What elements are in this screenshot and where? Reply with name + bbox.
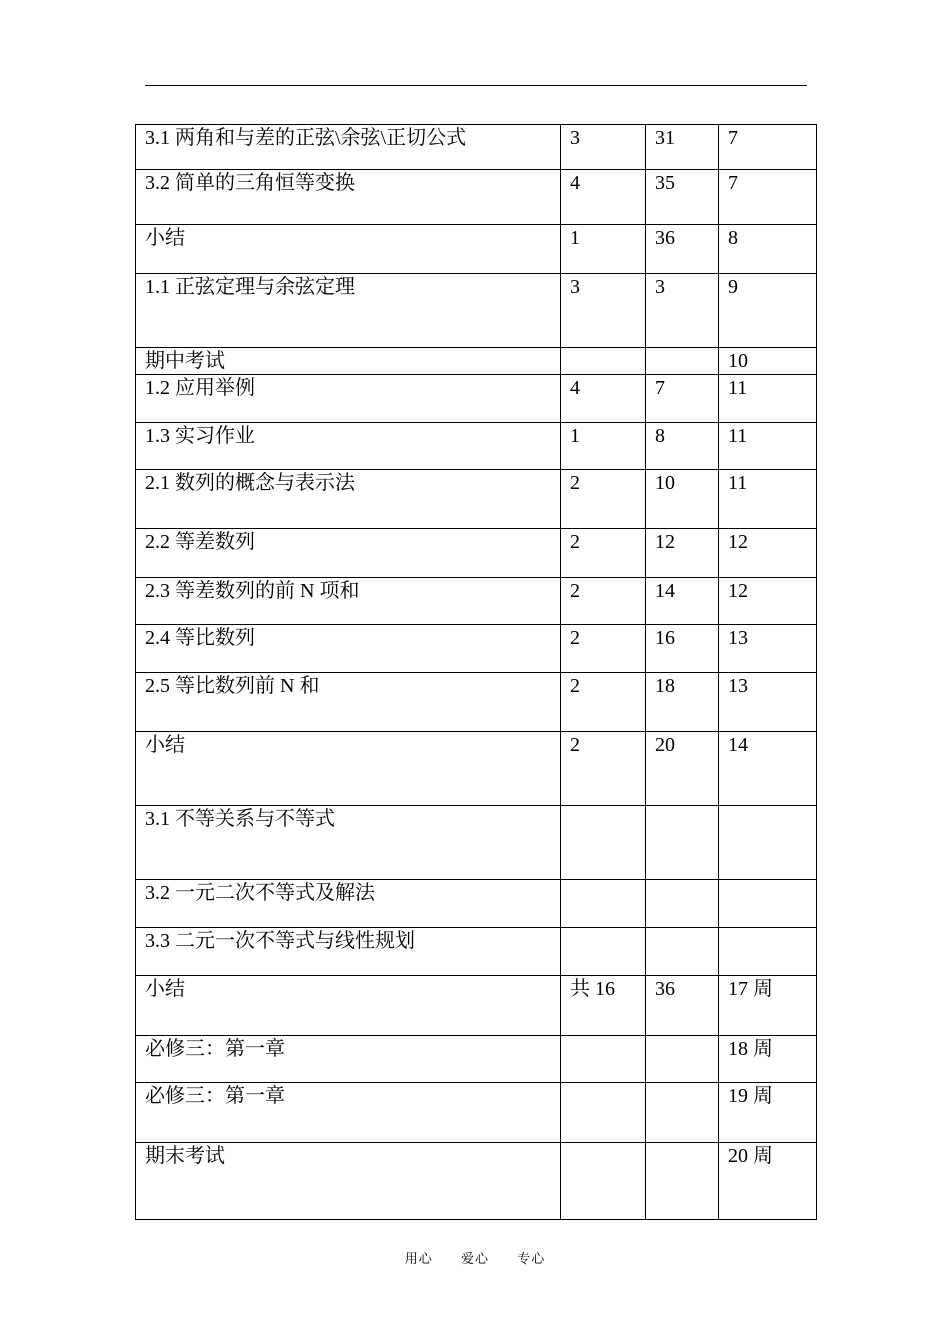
topic-cell: 必修三：第一章 — [136, 1083, 561, 1143]
topic-cell: 期中考试 — [136, 348, 561, 375]
week-cell: 10 — [719, 348, 817, 375]
cumulative-cell: 36 — [646, 225, 719, 274]
topic-cell: 3.3 二元一次不等式与线性规划 — [136, 928, 561, 976]
table-row — [136, 673, 817, 732]
topic-cell: 3.2 一元二次不等式及解法 — [136, 880, 561, 928]
cumulative-cell: 8 — [646, 423, 719, 470]
table-row — [136, 976, 817, 1036]
week-cell: 19 周 — [719, 1083, 817, 1143]
header-rule — [145, 85, 807, 86]
hours-cell: 2 — [561, 673, 646, 732]
week-cell — [719, 928, 817, 976]
topic-cell: 3.1 不等关系与不等式 — [136, 806, 561, 880]
week-cell: 18 周 — [719, 1036, 817, 1083]
cumulative-cell — [646, 1143, 719, 1220]
page-footer — [0, 1248, 950, 1267]
cumulative-cell: 20 — [646, 732, 719, 806]
week-cell: 20 周 — [719, 1143, 817, 1220]
topic-cell: 2.3 等差数列的前 N 项和 — [136, 578, 561, 625]
hours-cell — [561, 1083, 646, 1143]
hours-cell: 2 — [561, 625, 646, 673]
topic-cell: 3.2 简单的三角恒等变换 — [136, 170, 561, 225]
cumulative-cell — [646, 880, 719, 928]
hours-cell — [561, 880, 646, 928]
topic-cell: 小结 — [136, 732, 561, 806]
hours-cell — [561, 1143, 646, 1220]
cumulative-cell: 12 — [646, 529, 719, 578]
week-cell: 17 周 — [719, 976, 817, 1036]
footer-text: 用心 — [404, 1251, 433, 1266]
week-cell: 7 — [719, 125, 817, 170]
table-row — [136, 470, 817, 529]
week-cell — [719, 880, 817, 928]
table-row — [136, 928, 817, 976]
table-row — [136, 529, 817, 578]
topic-cell: 期末考试 — [136, 1143, 561, 1220]
table-row — [136, 1143, 817, 1220]
hours-cell: 2 — [561, 529, 646, 578]
week-cell: 11 — [719, 470, 817, 529]
table-row — [136, 125, 817, 170]
cumulative-cell — [646, 1036, 719, 1083]
week-cell: 13 — [719, 625, 817, 673]
hours-cell: 2 — [561, 578, 646, 625]
cumulative-cell: 36 — [646, 976, 719, 1036]
topic-cell: 小结 — [136, 976, 561, 1036]
schedule-table — [135, 124, 817, 1220]
week-cell: 13 — [719, 673, 817, 732]
cumulative-cell: 31 — [646, 125, 719, 170]
hours-cell: 3 — [561, 125, 646, 170]
table-row — [136, 1036, 817, 1083]
week-cell: 9 — [719, 274, 817, 348]
week-cell — [719, 806, 817, 880]
table-row — [136, 578, 817, 625]
cumulative-cell: 14 — [646, 578, 719, 625]
cumulative-cell: 16 — [646, 625, 719, 673]
hours-cell: 共 16 — [561, 976, 646, 1036]
hours-cell — [561, 1036, 646, 1083]
cumulative-cell: 7 — [646, 375, 719, 423]
table-row — [136, 880, 817, 928]
table-row — [136, 423, 817, 470]
topic-cell: 2.2 等差数列 — [136, 529, 561, 578]
table-row — [136, 806, 817, 880]
week-cell: 12 — [719, 578, 817, 625]
cumulative-cell: 3 — [646, 274, 719, 348]
hours-cell — [561, 348, 646, 375]
hours-cell: 2 — [561, 470, 646, 529]
week-cell: 8 — [719, 225, 817, 274]
week-cell: 14 — [719, 732, 817, 806]
table-row — [136, 625, 817, 673]
cumulative-cell — [646, 928, 719, 976]
topic-cell: 3.1 两角和与差的正弦\余弦\正切公式 — [136, 125, 561, 170]
week-cell: 11 — [719, 423, 817, 470]
week-cell: 11 — [719, 375, 817, 423]
cumulative-cell — [646, 1083, 719, 1143]
hours-cell — [561, 806, 646, 880]
hours-cell: 4 — [561, 375, 646, 423]
footer-text: 专心 — [517, 1251, 546, 1266]
cumulative-cell: 18 — [646, 673, 719, 732]
topic-cell: 2.4 等比数列 — [136, 625, 561, 673]
table-row — [136, 170, 817, 225]
hours-cell: 1 — [561, 423, 646, 470]
week-cell: 7 — [719, 170, 817, 225]
table-row — [136, 225, 817, 274]
hours-cell — [561, 928, 646, 976]
table-row — [136, 732, 817, 806]
cumulative-cell: 35 — [646, 170, 719, 225]
topic-cell: 1.1 正弦定理与余弦定理 — [136, 274, 561, 348]
cumulative-cell — [646, 806, 719, 880]
hours-cell: 1 — [561, 225, 646, 274]
table-row — [136, 375, 817, 423]
table-row — [136, 348, 817, 375]
topic-cell: 2.5 等比数列前 N 和 — [136, 673, 561, 732]
footer-text: 爱心 — [460, 1251, 489, 1266]
table-row — [136, 1083, 817, 1143]
hours-cell: 4 — [561, 170, 646, 225]
hours-cell: 2 — [561, 732, 646, 806]
week-cell: 12 — [719, 529, 817, 578]
cumulative-cell — [646, 348, 719, 375]
table-row — [136, 274, 817, 348]
hours-cell: 3 — [561, 274, 646, 348]
topic-cell: 小结 — [136, 225, 561, 274]
cumulative-cell: 10 — [646, 470, 719, 529]
topic-cell: 1.2 应用举例 — [136, 375, 561, 423]
topic-cell: 必修三：第一章 — [136, 1036, 561, 1083]
schedule-body — [136, 125, 817, 1220]
topic-cell: 1.3 实习作业 — [136, 423, 561, 470]
topic-cell: 2.1 数列的概念与表示法 — [136, 470, 561, 529]
